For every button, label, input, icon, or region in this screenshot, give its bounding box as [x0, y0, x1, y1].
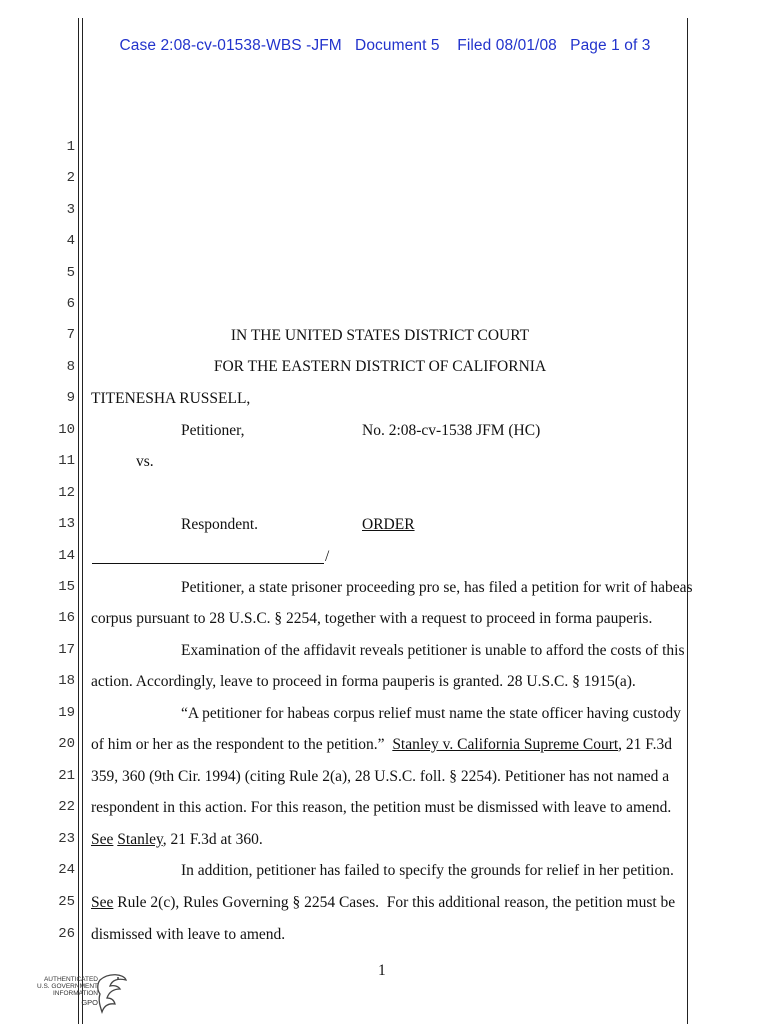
body-line-17: Examination of the affidavit reveals petitioner is unable to afford the costs of this	[181, 642, 685, 659]
header-page: Page 1 of 3	[570, 37, 651, 54]
line-number: 19	[58, 705, 75, 721]
versus-label: vs.	[136, 453, 154, 470]
line-number: 18	[58, 673, 75, 689]
body-line-24: In addition, petitioner has failed to specify the grounds for relief in her petition.	[181, 862, 674, 879]
court-title: IN THE UNITED STATES DISTRICT COURT	[230, 327, 530, 344]
header-document: Document 5	[355, 37, 440, 54]
line-number: 13	[58, 516, 75, 532]
caption-slash: /	[325, 548, 330, 565]
line-number: 12	[58, 485, 75, 501]
line-number: 7	[66, 327, 75, 343]
line-number: 22	[58, 799, 75, 815]
right-margin-rule	[687, 18, 688, 1024]
body-line-20-text: of him or her as the respondent to the petition.”	[91, 736, 393, 753]
document-title: ORDER	[362, 516, 415, 533]
header-case: Case 2:08-cv-01538-WBS -JFM	[119, 37, 342, 54]
body-line-20	[91, 736, 672, 754]
party-name: TITENESHA RUSSELL,	[91, 390, 251, 407]
line-number: 17	[58, 642, 75, 658]
see-signal: See	[91, 831, 114, 848]
body-line-22: respondent in this action. For this reason, the petition must be dismissed with leave to amend.	[91, 799, 672, 816]
line-number: 2	[66, 170, 75, 186]
seal-line-1: AUTHENTICATED	[43, 976, 98, 983]
line-number: 15	[58, 579, 75, 595]
seal-text	[14, 976, 98, 1006]
see-signal: See	[91, 894, 114, 911]
court-district: FOR THE EASTERN DISTRICT OF CALIFORNIA	[213, 358, 547, 375]
gpo-seal	[14, 970, 134, 1018]
left-margin-rule-1	[78, 18, 79, 1024]
line-number: 5	[66, 265, 75, 281]
left-margin-rule-2	[82, 18, 83, 1024]
line-number: 14	[58, 548, 75, 564]
line-number: 26	[58, 926, 75, 942]
body-line-21: 359, 360 (9th Cir. 1994) (citing Rule 2(a), 28 U.S.C. foll. § 2254). Petitioner has not named a	[91, 768, 670, 785]
caption-rule	[92, 563, 324, 564]
line-number: 11	[58, 453, 75, 469]
seal-line-3: INFORMATION	[52, 990, 98, 997]
filing-header	[0, 37, 770, 55]
case-number: No. 2:08-cv-1538 JFM (HC)	[362, 422, 541, 439]
body-line-23-tail: , 21 F.3d at 360.	[162, 831, 263, 848]
line-number: 3	[66, 202, 75, 218]
body-line-20-tail: , 21 F.3d	[618, 736, 673, 753]
body-line-19: “A petitioner for habeas corpus relief must name the state officer having custody	[181, 705, 681, 722]
page-number: 1	[378, 962, 386, 979]
seal-line-4: GPO	[81, 998, 98, 1007]
seal-line-2: U.S. GOVERNMENT	[36, 983, 98, 990]
line-number: 20	[58, 736, 75, 752]
line-number: 8	[66, 359, 75, 375]
short-citation: Stanley	[117, 831, 163, 848]
body-line-18: action. Accordingly, leave to proceed in forma pauperis is granted. 28 U.S.C. § 1915(a).	[91, 673, 636, 690]
case-citation: Stanley v. California Supreme Court	[392, 736, 619, 753]
body-line-15: Petitioner, a state prisoner proceeding pro se, has filed a petition for writ of habeas	[181, 579, 693, 596]
body-line-23	[91, 831, 263, 849]
line-number: 1	[66, 139, 75, 155]
line-number: 16	[58, 610, 75, 626]
body-line-16: corpus pursuant to 28 U.S.C. § 2254, together with a request to proceed in forma pauperis.	[91, 610, 653, 627]
petitioner-label: Petitioner,	[181, 422, 245, 439]
line-number: 24	[58, 862, 75, 878]
body-line-25	[91, 894, 675, 912]
line-number: 4	[66, 233, 75, 249]
line-number: 25	[58, 894, 75, 910]
line-number: 6	[66, 296, 75, 312]
line-number: 23	[58, 831, 75, 847]
line-number: 10	[58, 422, 75, 438]
header-filed: Filed 08/01/08	[457, 37, 557, 54]
line-number: 21	[58, 768, 75, 784]
respondent-label: Respondent.	[181, 516, 259, 533]
body-line-26: dismissed with leave to amend.	[91, 926, 286, 943]
body-line-25-tail: Rule 2(c), Rules Governing § 2254 Cases. For this additional reason, the petition must be	[113, 894, 676, 911]
line-number: 9	[66, 390, 75, 406]
